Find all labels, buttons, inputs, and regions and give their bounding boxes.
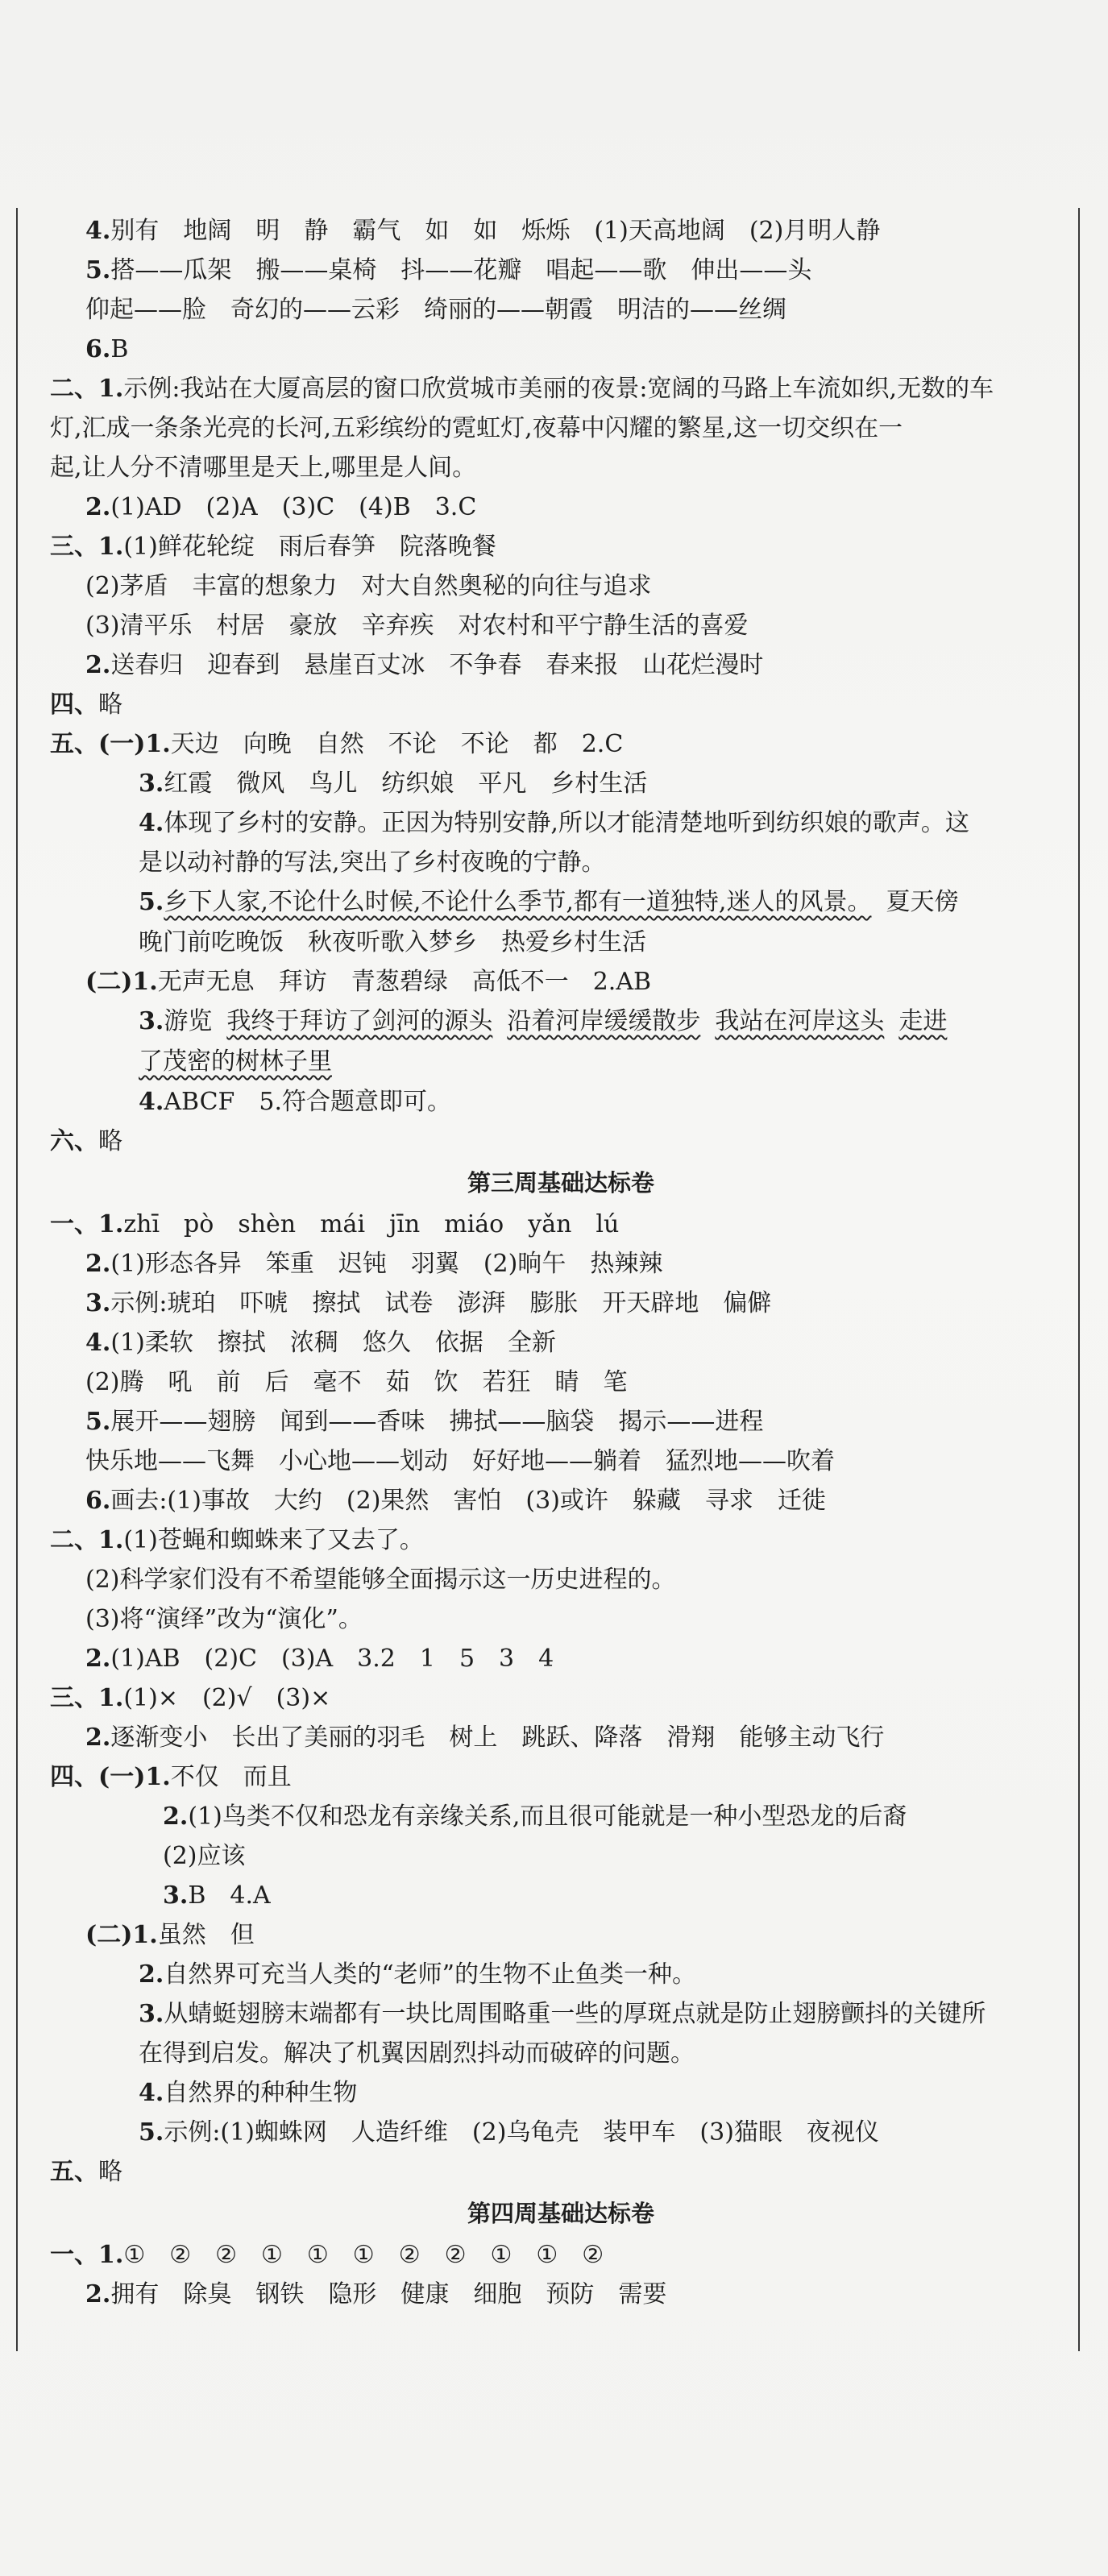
answer-line: 是以动衬静的写法,突出了乡村夜晚的宁静。: [139, 848, 606, 877]
answer-line: (3)清平乐 村居 豪放 辛弃疾 对农村和平宁静生活的喜爱: [85, 612, 749, 640]
answer-line: 2.(1)AD (2)A (3)C (4)B 3.C: [85, 493, 477, 521]
answer-line: 晚门前吃晚饭 秋夜听歌入梦乡 热爱乡村生活: [139, 928, 646, 956]
answer-line: 2.(1)形态各异 笨重 迟钝 羽翼 (2)晌午 热辣辣: [85, 1250, 663, 1278]
answer-key-content: [50, 211, 1072, 2314]
wavy-underlined-answer: 我终于拜访了剑河的源头: [226, 1007, 493, 1035]
answer-line: 五、(一)1.天边 向晚 自然 不论 不论 都 2.C: [50, 730, 624, 758]
answer-line: 三、1.(1)鲜花轮绽 雨后春笋 院落晚餐: [50, 533, 496, 561]
answer-line: 3.B 4.A: [163, 1881, 271, 1910]
answer-line: 4.(1)柔软 擦拭 浓稠 悠久 依据 全新: [85, 1329, 556, 1357]
section-heading: 第三周基础达标卷: [467, 1169, 654, 1197]
left-margin-rule: [16, 208, 18, 2351]
answer-line: 2.(1)鸟类不仅和恐龙有亲缘关系,而且很可能就是一种小型恐龙的后裔: [163, 1802, 907, 1831]
answer-line: (二)1.虽然 但: [85, 1921, 255, 1949]
answer-line: (2)科学家们没有不希望能够全面揭示这一历史进程的。: [85, 1566, 676, 1594]
answer-line: (3)将“演绎”改为“演化”。: [85, 1605, 363, 1633]
answer-line: 二、1.示例:我站在大厦高层的窗口欣赏城市美丽的夜景:宽阔的马路上车流如织,无数的车: [50, 375, 994, 403]
answer-line: 2.拥有 除臭 钢铁 隐形 健康 细胞 预防 需要: [85, 2280, 667, 2308]
section-heading: 第四周基础达标卷: [467, 2200, 654, 2227]
answer-line: 2.逐渐变小 长出了美丽的羽毛 树上 跳跃、降落 滑翔 能够主动飞行: [85, 1724, 885, 1752]
answer-line: 快乐地——飞舞 小心地——划动 好好地——躺着 猛烈地——吹着: [85, 1447, 835, 1475]
answer-line: 3.红霞 微风 鸟儿 纺织娘 平凡 乡村生活: [139, 769, 648, 798]
answer-line: 2.送春归 迎春到 悬崖百丈冰 不争春 春来报 山花烂漫时: [85, 651, 764, 679]
answer-line: 5.示例:(1)蜘蛛网 人造纤维 (2)乌龟壳 装甲车 (3)猫眼 夜视仪: [139, 2118, 879, 2147]
answer-line: 四、(一)1.不仅 而且: [50, 1763, 292, 1791]
answer-line: 6.B: [85, 335, 129, 363]
answer-line: 4.体现了乡村的安静。正因为特别安静,所以才能清楚地听到纺织娘的歌声。这: [139, 809, 969, 837]
answer-line: 3.游览 我终于拜访了剑河的源头 沿着河岸缓缓散步 我站在河岸这头 走进: [139, 1007, 948, 1035]
answer-line: 起,让人分不清哪里是天上,哪里是人间。: [50, 454, 477, 482]
answer-line: 3.示例:琥珀 吓唬 擦拭 试卷 澎湃 膨胀 开天辟地 偏僻: [85, 1289, 772, 1317]
wavy-underlined-answer: 乡下人家,不论什么时候,不论什么季节,都有一道独特,迷人的风景。: [164, 888, 872, 916]
answer-line: 5.展开——翅膀 闻到——香味 拂拭——脑袋 揭示——进程: [85, 1408, 764, 1436]
wavy-underlined-answer: 走进: [898, 1007, 948, 1035]
wavy-underlined-answer: 我站在河岸这头: [715, 1007, 885, 1035]
answer-line: (二)1.无声无息 拜访 青葱碧绿 高低不一 2.AB: [85, 968, 652, 996]
answer-line: 仰起——脸 奇幻的——云彩 绮丽的——朝霞 明洁的——丝绸: [85, 296, 786, 324]
answer-line: 2.自然界可充当人类的“老师”的生物不止鱼类一种。: [139, 1960, 697, 1989]
answer-line: 3.从蜻蜓翅膀末端都有一块比周围略重一些的厚斑点就是防止翅膀颤抖的关键所: [139, 2000, 986, 2028]
answer-line: 6.画去:(1)事故 大约 (2)果然 害怕 (3)或许 躲藏 寻求 迁徙: [85, 1487, 826, 1515]
answer-line: 四、略: [50, 691, 122, 719]
answer-line: 一、1.zhī pò shèn mái jīn miáo yǎn lú: [50, 1210, 620, 1238]
answer-line: 5.乡下人家,不论什么时候,不论什么季节,都有一道独特,迷人的风景。 夏天傍: [139, 888, 959, 916]
right-margin-rule: [1078, 208, 1080, 2351]
answer-line: 5.搭——瓜架 搬——桌椅 抖——花瓣 唱起——歌 伸出——头: [85, 256, 812, 284]
answer-line: (2)腾 吼 前 后 毫不 茹 饮 若狂 睛 笔: [85, 1368, 628, 1396]
answer-line: 4.自然界的种种生物: [139, 2079, 358, 2107]
answer-line: 三、1.(1)× (2)√ (3)×: [50, 1684, 331, 1712]
answer-line: 2.(1)AB (2)C (3)A 3.2 1 5 3 4: [85, 1645, 554, 1673]
answer-line: 在得到启发。解决了机翼因剧烈抖动而破碎的问题。: [139, 2039, 695, 2068]
wavy-underlined-answer: 了茂密的树林子里: [139, 1047, 332, 1076]
answer-line: [50, 1042, 1072, 1082]
answer-line: 五、略: [50, 2158, 122, 2186]
answer-line: 4.别有 地阔 明 静 霸气 如 如 烁烁 (1)天高地阔 (2)月明人静: [85, 217, 881, 245]
answer-line: 灯,汇成一条条光亮的长河,五彩缤纷的霓虹灯,夜幕中闪耀的繁星,这一切交织在一: [50, 414, 903, 442]
answer-line: 二、1.(1)苍蝇和蜘蛛来了又去了。: [50, 1526, 424, 1554]
wavy-underlined-answer: 沿着河岸缓缓散步: [507, 1007, 701, 1035]
answer-line: 4.ABCF 5.符合题意即可。: [139, 1088, 451, 1116]
answer-line: (2)应该: [163, 1842, 246, 1870]
answer-line: 一、1.① ② ② ① ① ① ② ② ① ① ②: [50, 2241, 604, 2269]
answer-line: (2)茅盾 丰富的想象力 对大自然奥秘的向往与追求: [85, 572, 652, 600]
answer-line: 六、略: [50, 1127, 122, 1155]
